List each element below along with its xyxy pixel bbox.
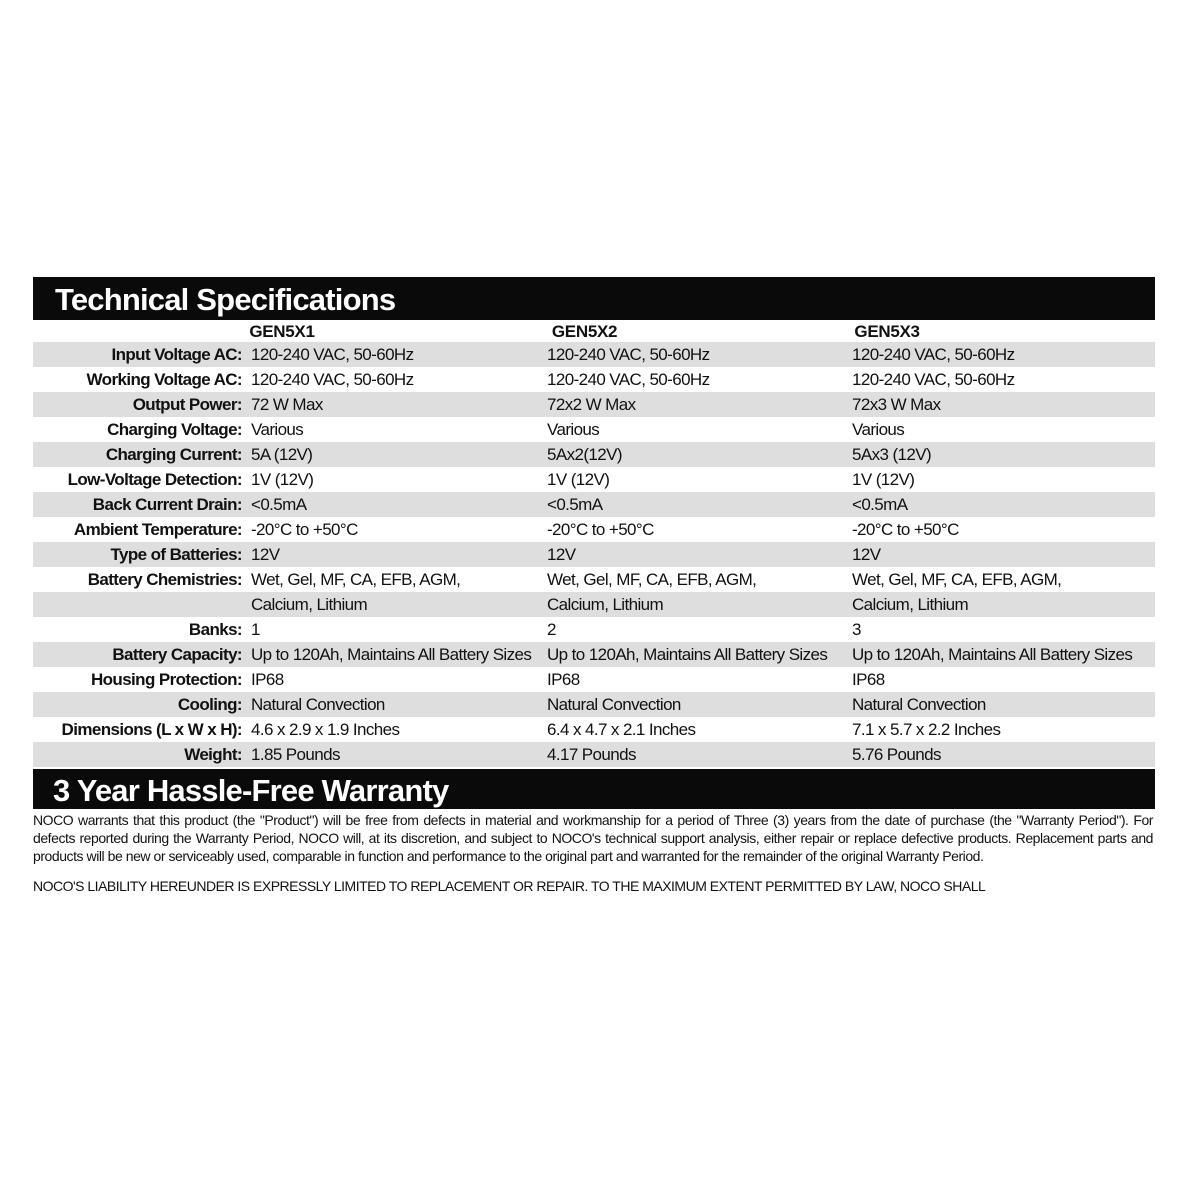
- spec-value: Natural Convection: [852, 694, 986, 714]
- warranty-title: 3 Year Hassle-Free Warranty: [33, 769, 1155, 809]
- spec-row: [33, 567, 1155, 592]
- spec-value: 72x3 W Max: [852, 394, 941, 414]
- spec-value: 120-240 VAC, 50-60Hz: [251, 369, 414, 389]
- spec-row: [33, 592, 1155, 617]
- spec-value: 1V (12V): [251, 469, 314, 489]
- spec-label: Charging Current:: [105, 444, 242, 464]
- spec-row: [33, 742, 1155, 767]
- spec-label: Working Voltage AC:: [86, 369, 242, 389]
- spec-label: Ambient Temperature:: [73, 519, 242, 539]
- spec-value: Various: [547, 419, 600, 439]
- spec-row: [33, 692, 1155, 717]
- models-header-row: [33, 320, 1155, 342]
- spec-value: Calcium, Lithium: [251, 594, 368, 614]
- spec-label: Battery Chemistries:: [87, 569, 242, 589]
- spec-value: 120-240 VAC, 50-60Hz: [547, 369, 710, 389]
- spec-value: <0.5mA: [251, 494, 307, 514]
- spec-value: 4.6 x 2.9 x 1.9 Inches: [251, 719, 400, 739]
- spec-value: 12V: [251, 544, 280, 564]
- spec-row: [33, 467, 1155, 492]
- spec-label: Cooling:: [177, 694, 242, 714]
- model-name: GEN5X1: [249, 322, 315, 341]
- spec-row: [33, 367, 1155, 392]
- spec-value: Up to 120Ah, Maintains All Battery Sizes: [547, 644, 828, 664]
- spec-value: 1: [251, 619, 260, 639]
- spec-table: [33, 342, 1155, 767]
- spec-value: 3: [852, 619, 861, 639]
- specs-title: Technical Specifications: [33, 277, 1155, 320]
- spec-value: 72 W Max: [251, 394, 323, 414]
- spec-value: Various: [251, 419, 304, 439]
- spec-value: -20°C to +50°C: [852, 519, 959, 539]
- spec-label: Input Voltage AC:: [111, 344, 242, 364]
- warranty-paragraph: NOCO warrants that this product (the "Product") will be free from defects in material and workmanship for a period of Three (3) years from the date of purchase (the "Warranty Period"). For defects reported during the Warranty Period, NOCO will, at its discretion, and subject to NOCO's technical support analysis, either repair or replace defective products. Replacement parts and products will be new or serviceably used, comparable in function and performance to the original part and warranted for the remainder of the original Warranty Period.: [33, 812, 1153, 864]
- warranty-text: [33, 811, 1153, 895]
- spec-row: [33, 392, 1155, 417]
- spec-label: Back Current Drain:: [92, 494, 242, 514]
- spec-value: 5.76 Pounds: [852, 744, 941, 764]
- spec-value: 1V (12V): [852, 469, 915, 489]
- spec-value: Calcium, Lithium: [547, 594, 664, 614]
- spec-value: <0.5mA: [852, 494, 908, 514]
- spec-value: 120-240 VAC, 50-60Hz: [251, 344, 414, 364]
- model-name: GEN5X2: [551, 322, 618, 341]
- spec-value: -20°C to +50°C: [547, 519, 654, 539]
- spec-value: 4.17 Pounds: [547, 744, 636, 764]
- spec-label: Charging Voltage:: [107, 419, 242, 439]
- spec-value: IP68: [852, 669, 885, 689]
- spec-row: [33, 717, 1155, 742]
- spec-label: Banks:: [188, 619, 242, 639]
- spec-value: 1.85 Pounds: [251, 744, 340, 764]
- spec-value: IP68: [547, 669, 580, 689]
- spec-value: 7.1 x 5.7 x 2.2 Inches: [852, 719, 1001, 739]
- spec-value: 5Ax2(12V): [547, 444, 622, 464]
- spec-row: [33, 667, 1155, 692]
- spec-row: [33, 442, 1155, 467]
- spec-row: [33, 542, 1155, 567]
- spec-label: Low-Voltage Detection:: [67, 469, 242, 489]
- spec-label: Dimensions (L x W x H):: [61, 719, 242, 739]
- spec-value: 120-240 VAC, 50-60Hz: [852, 369, 1015, 389]
- spec-value: 5Ax3 (12V): [852, 444, 932, 464]
- spec-value: <0.5mA: [547, 494, 603, 514]
- spec-label: Housing Protection:: [90, 669, 242, 689]
- spec-value: Natural Convection: [251, 694, 385, 714]
- spec-value: Various: [852, 419, 905, 439]
- spec-label: Type of Batteries:: [110, 544, 242, 564]
- spec-value: 120-240 VAC, 50-60Hz: [852, 344, 1015, 364]
- spec-value: 12V: [547, 544, 576, 564]
- liability-clause: NOCO'S LIABILITY HEREUNDER IS EXPRESSLY LIMITED TO REPLACEMENT OR REPAIR. TO THE MAXIMUM EXTENT PERMITTED BY LAW, NOCO SHALL: [33, 878, 986, 894]
- spec-value: Up to 120Ah, Maintains All Battery Sizes: [251, 644, 532, 664]
- spec-value: Wet, Gel, MF, CA, EFB, AGM,: [547, 569, 757, 589]
- spec-label: Output Power:: [132, 394, 242, 414]
- spec-label: Battery Capacity:: [112, 644, 242, 664]
- spec-value: 2: [547, 619, 556, 639]
- spec-label: Weight:: [184, 744, 242, 764]
- spec-value: Wet, Gel, MF, CA, EFB, AGM,: [251, 569, 461, 589]
- spec-value: 12V: [852, 544, 881, 564]
- model-name: GEN5X3: [854, 322, 920, 341]
- spec-value: 120-240 VAC, 50-60Hz: [547, 344, 710, 364]
- spec-value: 5A (12V): [251, 444, 313, 464]
- spec-row: [33, 642, 1155, 667]
- spec-value: 6.4 x 4.7 x 2.1 Inches: [547, 719, 696, 739]
- spec-sheet: [33, 277, 1155, 895]
- spec-value: Up to 120Ah, Maintains All Battery Sizes: [852, 644, 1133, 664]
- spec-value: 72x2 W Max: [547, 394, 636, 414]
- spec-value: -20°C to +50°C: [251, 519, 358, 539]
- spec-value: 1V (12V): [547, 469, 610, 489]
- spec-value: IP68: [251, 669, 284, 689]
- spec-row: [33, 492, 1155, 517]
- spec-row: [33, 517, 1155, 542]
- spec-value: Wet, Gel, MF, CA, EFB, AGM,: [852, 569, 1062, 589]
- spec-value: Natural Convection: [547, 694, 681, 714]
- spec-value: Calcium, Lithium: [852, 594, 969, 614]
- spec-row: [33, 417, 1155, 442]
- spec-row: [33, 342, 1155, 367]
- spec-row: [33, 617, 1155, 642]
